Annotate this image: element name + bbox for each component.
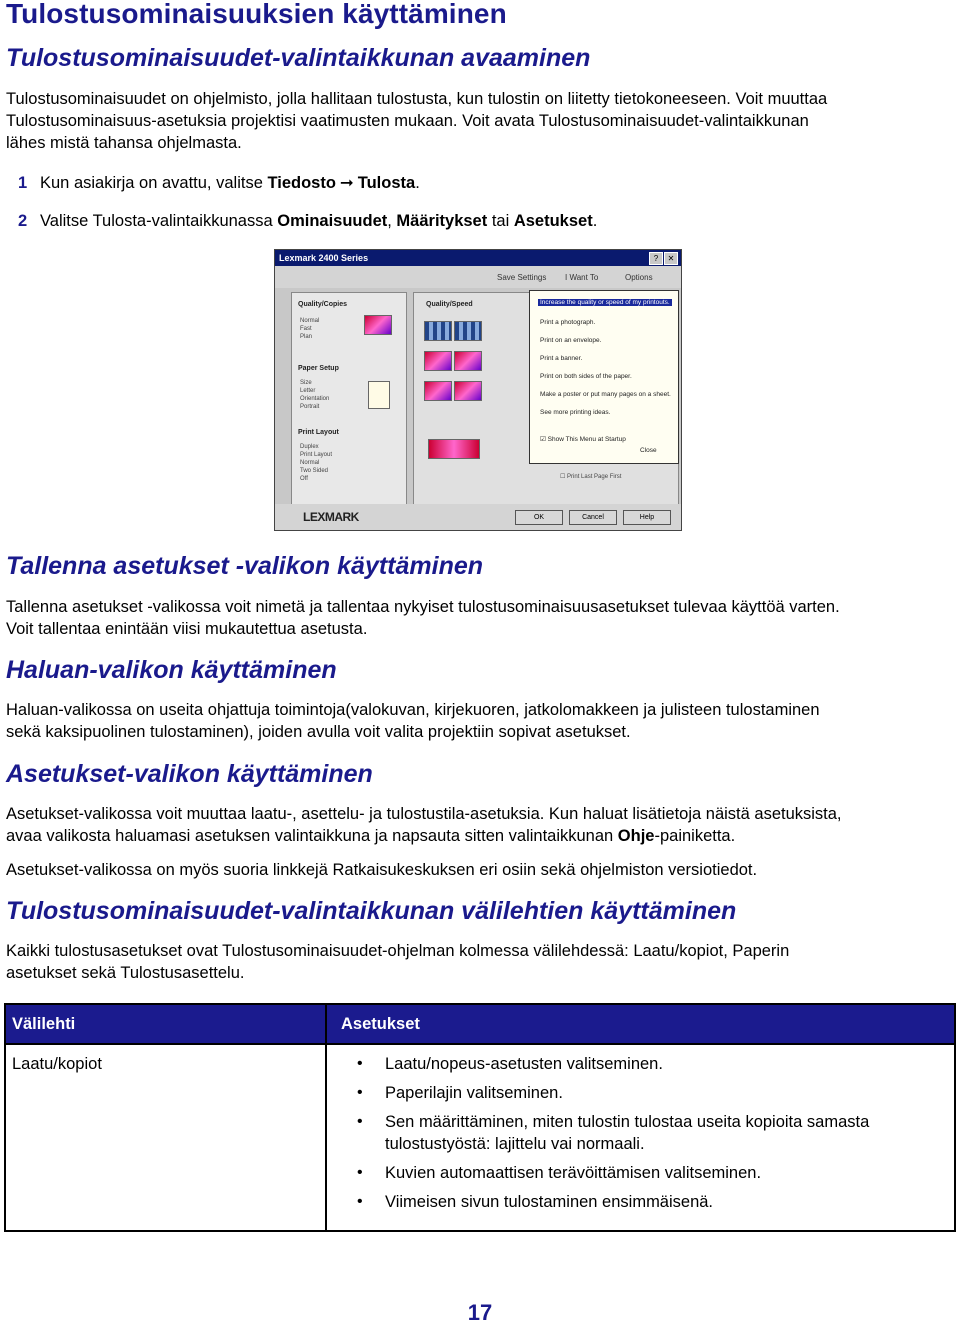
button-name-properties: Ominaisuudet [277,212,388,230]
close-icon: ✕ [664,252,678,265]
punctuation: tai [487,212,514,230]
dialog-menubar [275,266,681,288]
column-header-settings: Asetukset [326,1004,955,1044]
menu-options: Options [625,273,653,282]
step-number: 2 [18,212,28,230]
help-button: Help [623,510,671,525]
paragraph-line: sekä kaksipuolinen tulostaminen), joiden avulla voit valita projektiin sopivat asetukset. [6,723,631,741]
table-header-row [5,1004,955,1044]
popup-menu-item: Make a poster or put many pages on a sheet. [540,391,671,398]
option-label: Fast [300,326,312,332]
cancel-button: Cancel [569,510,617,525]
quality-sample-2 [454,321,482,341]
paragraph-line: -painiketta. [654,827,736,845]
list-item: • Laatu/nopeus-asetusten valitseminen. [357,1053,948,1075]
option-label: Off [300,476,308,482]
paragraph-tabs [6,940,954,984]
quality-sample-6 [454,381,482,401]
quality-sample-3 [424,351,452,371]
dialog-tab-list [291,292,407,506]
popup-menu-item: Print a photograph. [540,319,596,326]
punctuation: . [592,212,598,230]
paragraph-line: Tulostusominaisuudet on ohjelmisto, jolla hallitaan tulostusta, kun tulostin on liitetty tietokoneeseen. Voit muuttaa [6,90,828,108]
help-icon: ? [649,252,663,265]
paragraph-options-1 [6,803,954,847]
tabs-table [4,1003,956,1232]
option-label: Size [300,380,312,386]
paragraph-line: Kaikki tulostusasetukset ovat Tulostusominaisuudet-ohjelman kolmessa välilehdessä: Laatu/kopiot, Paperin [6,942,790,960]
section-heading-options: Asetukset-valikon käyttäminen [6,760,373,788]
option-label: Two Sided [300,468,329,474]
table-cell-settings [326,1044,955,1231]
list-item: • Viimeisen sivun tulostaminen ensimmäisenä. [357,1191,948,1213]
checkbox-label: Show This Menu at Startup [547,436,626,443]
section-heading-open-dialog: Tulostusominaisuudet-valintaikkunan avaaminen [6,44,591,72]
popup-menu-item: Print on an envelope. [540,337,602,344]
list-item: • Paperilajin valitseminen. [357,1082,948,1104]
button-name-preferences: Määritykset [396,212,488,230]
punctuation: , [387,212,397,230]
menu-name-file: Tiedosto [267,174,336,192]
section-heading-tabs: Tulostusominaisuudet-valintaikkunan välilehtien käyttäminen [6,897,737,925]
popup-menu-item: See more printing ideas. [540,409,611,416]
paper-thumbnail [368,381,390,409]
section-heading-i-want-to: Haluan-valikon käyttäminen [6,656,337,684]
option-label: Orientation [300,396,330,402]
i-want-to-popup-menu [529,290,679,464]
settings-list [357,1053,948,1213]
popup-menu-item: Print a banner. [540,355,583,362]
tab-paper-setup: Paper Setup [298,365,339,372]
paragraph-line: asetukset sekä Tulostusasettelu. [6,964,245,982]
tab-print-layout: Print Layout [298,429,339,436]
paragraph-line: Asetukset-valikossa voit muuttaa laatu-, asettelu- ja tulostustila-asetuksia. Kun haluat lisätietoja näistä asetuksista, [6,805,842,823]
arrow-icon: ➞ [339,174,354,192]
paragraph-line: lähes mistä tahansa ohjelmasta. [6,134,242,152]
quality-sample-1 [424,321,452,341]
menu-name-print: Tulosta [357,174,416,192]
option-label: Plan [300,334,313,340]
layout-sample [428,439,480,459]
paragraph-line: Voit tallentaa enintään viisi mukautettua asetusta. [6,620,368,638]
list-item: • Kuvien automaattisen terävöittämisen valitseminen. [357,1162,948,1184]
step-text: Valitse Tulosta-valintaikkunassa [40,212,278,230]
paragraph-intro [6,88,954,154]
step-number: 1 [18,174,28,192]
menu-save-settings: Save Settings [497,273,547,282]
quality-sample-5 [424,381,452,401]
list-item: • Sen määrittäminen, miten tulostin tulostaa useita kopioita samasta tulostustyöstä: lajittelu vai normaali. [357,1111,948,1155]
popup-menu-item: Print on both sides of the paper. [540,373,632,380]
checkbox-label: Print Last Page First [567,474,622,480]
print-last-page-first-checkbox: ☐ Print Last Page First [560,474,622,480]
dialog-titlebar: Lexmark 2400 Series [275,250,681,266]
popup-close-button: Close [640,447,657,454]
page-title: Tulostusominaisuuksien käyttäminen [6,0,507,29]
button-name-options: Asetukset [513,212,593,230]
paragraph-i-want-to [6,699,954,743]
paragraph-line: Tulostusominaisuus-asetuksia projektisi vaatimusten mukaan. Voit avata Tulostusominaisuudet-valintaikkunan [6,112,809,130]
step-2 [18,210,597,232]
dialog-button-bar [275,504,681,530]
step-1 [18,172,420,194]
table-cell-tab: Laatu/kopiot [5,1044,326,1231]
paragraph-line: avaa valikosta haluamasi asetuksen valintaikkuna ja napsauta sitten valintaikkunan [6,827,618,845]
dialog-screenshot [274,249,682,531]
option-label: Letter [300,388,316,394]
tab-quality-copies: Quality/Copies [298,301,348,308]
option-label: Normal [300,318,320,324]
paragraph-line: Tallenna asetukset -valikossa voit nimetä ja tallentaa nykyiset tulostusominaisuusasetukset tulevaa käyttöä varten. [6,598,840,616]
paragraph-save-settings [6,596,954,640]
paragraph-options-2: Asetukset-valikossa on myös suoria linkkejä Ratkaisukeskuksen eri osiin sekä ohjelmiston versiotiedot. [6,861,758,879]
option-label: Normal [300,460,320,466]
quality-sample-4 [454,351,482,371]
menu-i-want-to: I Want To [565,273,599,282]
show-menu-checkbox: ☑ Show This Menu at Startup [540,436,626,443]
page-number: 17 [467,1300,493,1325]
column-header-tab: Välilehti [5,1004,326,1044]
section-heading-save-settings: Tallenna asetukset -valikon käyttäminen [6,552,484,580]
ok-button: OK [515,510,563,525]
option-label: Portrait [300,404,320,410]
quality-speed-title: Quality/Speed [426,301,473,308]
paragraph-line: Haluan-valikossa on useita ohjattuja toimintoja(valokuvan, kirjekuoren, jatkolomakkeen ja julisteen tulostaminen [6,701,820,719]
table-row [5,1044,955,1231]
help-button-name: Ohje [617,827,655,845]
quality-thumbnail [364,315,392,335]
lexmark-logo: LEXMARK [303,510,359,524]
popup-menu-item: Increase the quality or speed of my printouts. [538,299,672,306]
punctuation: . [415,174,420,192]
option-label: Duplex [300,444,319,450]
option-label: Print Layout [300,452,333,458]
step-text: Kun asiakirja on avattu, valitse [40,174,268,192]
